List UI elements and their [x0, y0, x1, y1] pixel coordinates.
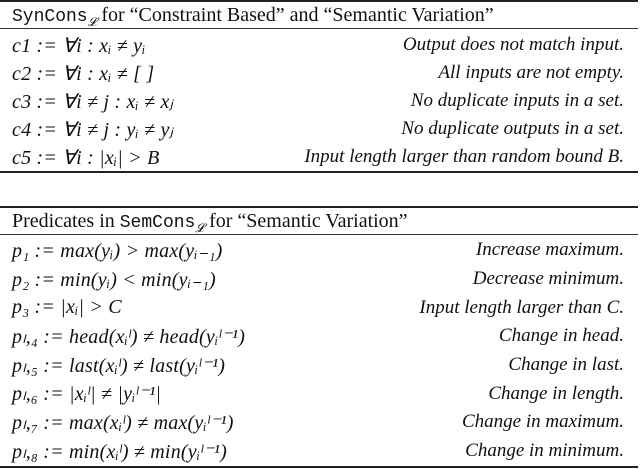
formula: p₃ := |xᵢ| > C	[12, 296, 122, 319]
description: Decrease minimum.	[472, 268, 624, 290]
description: Input length larger than random bound B.	[304, 146, 624, 167]
formula: pₗ,₅ := last(xᵢˡ) ≠ last(yᵢˡ⁻¹)	[12, 354, 226, 377]
table-header	[0, 208, 638, 234]
table-header	[0, 2, 638, 28]
description: Increase maximum.	[475, 239, 624, 261]
syncons-table	[0, 0, 638, 173]
table-row	[0, 143, 638, 171]
header-code: SemCons	[119, 213, 196, 233]
formula: c3 := ∀i ≠ j : xᵢ ≠ xⱼ	[12, 90, 174, 113]
table-row	[0, 31, 638, 59]
formula: c5 := ∀i : |xᵢ| > B	[12, 146, 160, 169]
formula: pₗ,₄ := head(xᵢˡ) ≠ head(yᵢˡ⁻¹)	[12, 325, 246, 348]
formula: c4 := ∀i ≠ j : yᵢ ≠ yⱼ	[12, 118, 174, 141]
formula: c2 := ∀i : xᵢ ≠ [ ]	[12, 62, 155, 85]
table-row	[0, 59, 638, 87]
header-subscript: 𝓛	[195, 221, 205, 235]
table-row	[0, 115, 638, 143]
description: Output does not match input.	[402, 34, 624, 55]
header-text: for “Constraint Based” and “Semantic Variation”	[96, 4, 494, 26]
table-row	[0, 236, 638, 265]
table-row	[0, 351, 638, 380]
table-row	[0, 265, 638, 294]
header-prefix: Predicates in	[12, 210, 120, 232]
formula: pₗ,₇ := max(xᵢˡ) ≠ max(yᵢˡ⁻¹)	[12, 411, 234, 434]
description: All inputs are not empty.	[438, 62, 624, 83]
table-body	[0, 28, 638, 171]
description: Change in maximum.	[461, 411, 624, 433]
table-row	[0, 379, 638, 408]
description: No duplicate outputs in a set.	[401, 118, 624, 139]
header-text: for “Semantic Variation”	[204, 210, 408, 232]
table-row	[0, 437, 638, 466]
table-row	[0, 322, 638, 351]
formula: p₂ := min(yᵢ) < min(yᵢ₋₁)	[12, 268, 216, 291]
formula: pₗ,₆ := |xᵢˡ| ≠ |yᵢˡ⁻¹|	[12, 383, 162, 406]
formula: c1 := ∀i : xᵢ ≠ yᵢ	[12, 34, 146, 57]
table-row	[0, 293, 638, 322]
formula: pₗ,₈ := min(xᵢˡ) ≠ min(yᵢˡ⁻¹)	[12, 440, 227, 463]
description: No duplicate inputs in a set.	[410, 90, 624, 111]
table-row	[0, 87, 638, 115]
header-subscript: 𝓛	[87, 15, 97, 29]
table-row	[0, 408, 638, 437]
formula: p₁ := max(yᵢ) > max(yᵢ₋₁)	[12, 239, 223, 262]
header-code: SynCons	[12, 7, 88, 27]
description: Change in length.	[488, 382, 624, 404]
description: Change in last.	[508, 354, 624, 376]
table-body	[0, 234, 638, 466]
semcons-predicates-table	[0, 206, 638, 468]
description: Change in head.	[498, 325, 624, 347]
description: Input length larger than C.	[419, 296, 624, 318]
description: Change in minimum.	[465, 440, 624, 462]
